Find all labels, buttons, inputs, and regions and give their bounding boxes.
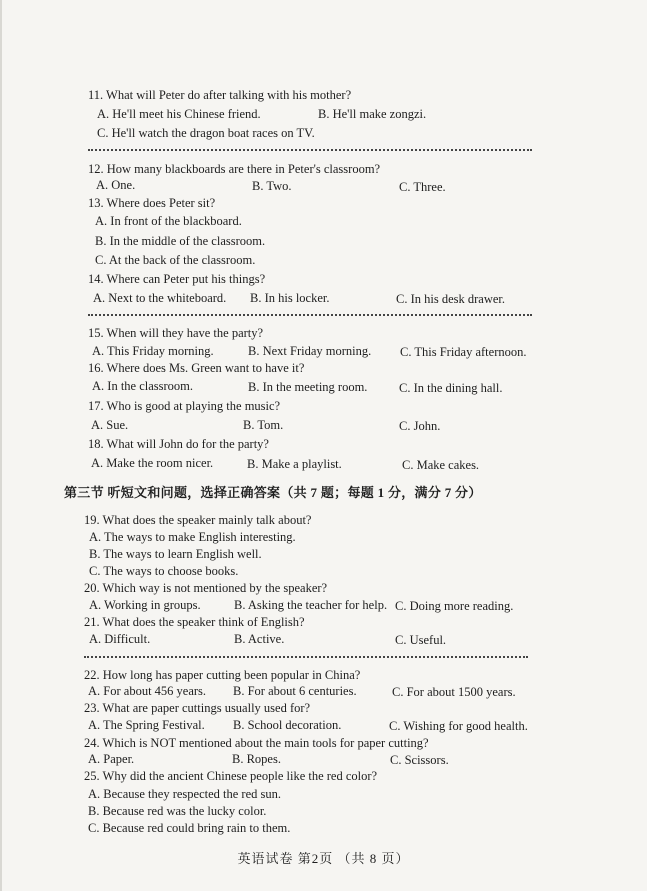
q19-option-a: A. The ways to make English interesting. xyxy=(89,530,296,544)
dotted-divider xyxy=(88,149,532,151)
q16-option-a: A. In the classroom. xyxy=(92,379,194,393)
question-15: 15. When will they have the party? xyxy=(88,326,264,340)
q11-option-a: A. He'll meet his Chinese friend. xyxy=(97,107,261,121)
q11-option-b: B. He'll make zongzi. xyxy=(318,107,427,121)
q17-option-c: C. John. xyxy=(399,419,441,433)
q22-option-c: C. For about 1500 years. xyxy=(392,685,516,699)
question-17: 17. Who is good at playing the music? xyxy=(88,399,281,413)
q25-option-c: C. Because red could bring rain to them. xyxy=(88,821,291,835)
q15-option-b: B. Next Friday morning. xyxy=(248,344,372,358)
q12-option-b: B. Two. xyxy=(252,179,292,193)
q18-option-b: B. Make a playlist. xyxy=(247,457,342,471)
q20-option-b: B. Asking the teacher for help. xyxy=(234,598,388,612)
q12-option-c: C. Three. xyxy=(399,180,446,194)
q13-option-b: B. In the middle of the classroom. xyxy=(95,234,266,248)
q24-option-c: C. Scissors. xyxy=(390,753,449,767)
q15-option-a: A. This Friday morning. xyxy=(92,344,214,358)
q22-option-a: A. For about 456 years. xyxy=(88,684,207,698)
q25-option-b: B. Because red was the lucky color. xyxy=(88,804,267,818)
q13-option-a: A. In front of the blackboard. xyxy=(95,214,242,228)
question-13: 13. Where does Peter sit? xyxy=(88,196,216,210)
q15-option-c: C. This Friday afternoon. xyxy=(400,345,527,359)
q17-option-a: A. Sue. xyxy=(91,418,129,432)
q19-option-b: B. The ways to learn English well. xyxy=(89,547,262,561)
q23-option-b: B. School decoration. xyxy=(233,718,342,732)
question-14: 14. Where can Peter put his things? xyxy=(88,272,266,286)
page-footer: 英语试卷 第2页 （共 8 页） xyxy=(237,851,410,866)
q18-option-a: A. Make the room nicer. xyxy=(91,456,214,470)
q14-option-b: B. In his locker. xyxy=(250,291,330,305)
q21-option-a: A. Difficult. xyxy=(89,632,151,646)
q12-option-a: A. One. xyxy=(96,178,136,192)
question-19: 19. What does the speaker mainly talk about? xyxy=(84,513,312,527)
dotted-divider xyxy=(88,314,532,316)
q18-option-c: C. Make cakes. xyxy=(402,458,480,472)
q20-option-c: C. Doing more reading. xyxy=(395,599,514,613)
q19-option-c: C. The ways to choose books. xyxy=(89,564,239,578)
q22-option-b: B. For about 6 centuries. xyxy=(233,684,357,698)
q21-option-c: C. Useful. xyxy=(395,633,447,647)
q16-option-b: B. In the meeting room. xyxy=(248,380,368,394)
question-16: 16. Where does Ms. Green want to have it? xyxy=(88,361,305,375)
q16-option-c: C. In the dining hall. xyxy=(399,381,503,395)
q11-option-c: C. He'll watch the dragon boat races on TV. xyxy=(97,126,315,140)
dotted-divider xyxy=(84,656,528,658)
q13-option-c: C. At the back of the classroom. xyxy=(95,253,256,267)
q23-option-a: A. The Spring Festival. xyxy=(88,718,205,732)
question-24: 24. Which is NOT mentioned about the main tools for paper cutting? xyxy=(84,736,429,750)
question-22: 22. How long has paper cutting been popular in China? xyxy=(84,668,361,682)
question-23: 23. What are paper cuttings usually used for? xyxy=(84,701,311,715)
q23-option-c: C. Wishing for good health. xyxy=(389,719,528,733)
question-21: 21. What does the speaker think of English? xyxy=(84,615,305,629)
q17-option-b: B. Tom. xyxy=(243,418,284,432)
question-20: 20. Which way is not mentioned by the speaker? xyxy=(84,581,328,595)
q25-option-a: A. Because they respected the red sun. xyxy=(88,787,281,801)
section-3-heading: 第三节 听短文和问题，选择正确答案（共 7 题；每题 1 分，满分 7 分） xyxy=(64,485,482,500)
q14-option-c: C. In his desk drawer. xyxy=(396,292,506,306)
q24-option-a: A. Paper. xyxy=(88,752,135,766)
q20-option-a: A. Working in groups. xyxy=(89,598,201,612)
q21-option-b: B. Active. xyxy=(234,632,285,646)
question-11: 11. What will Peter do after talking with his mother? xyxy=(88,88,352,102)
q14-option-a: A. Next to the whiteboard. xyxy=(93,291,227,305)
question-25: 25. Why did the ancient Chinese people like the red color? xyxy=(84,769,378,783)
question-18: 18. What will John do for the party? xyxy=(88,437,269,451)
question-12: 12. How many blackboards are there in Peter's classroom? xyxy=(88,162,381,176)
page-edge-left xyxy=(0,0,2,891)
q24-option-b: B. Ropes. xyxy=(232,752,281,766)
